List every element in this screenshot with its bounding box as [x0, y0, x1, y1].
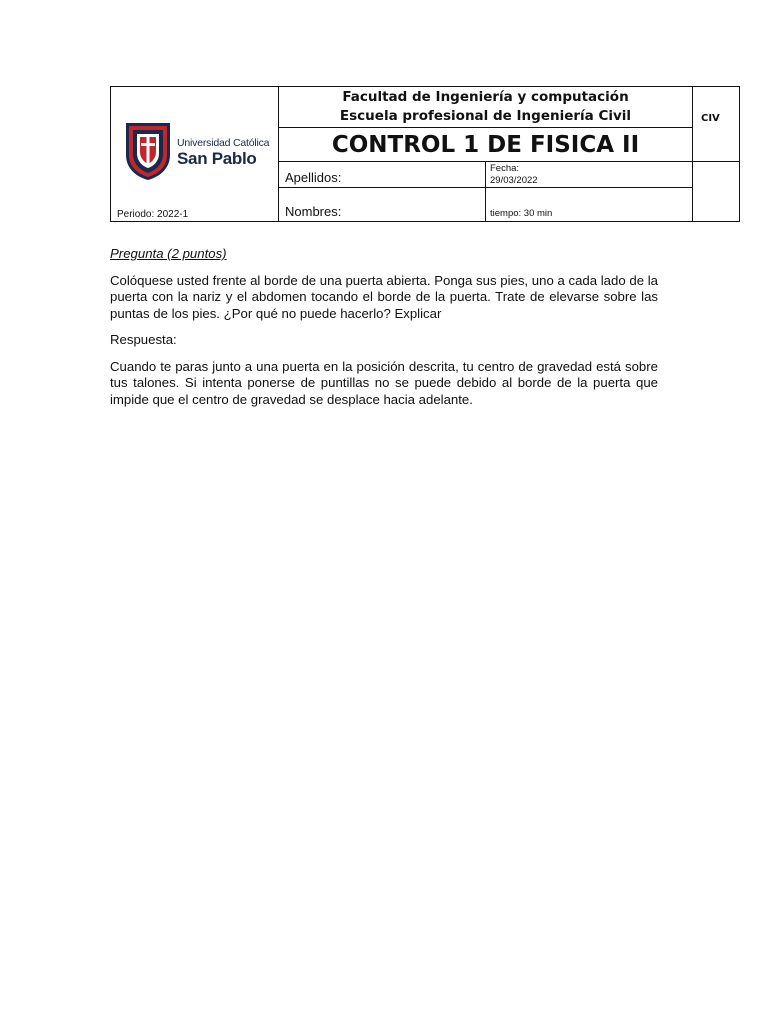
question-title: Pregunta (2 puntos)	[110, 246, 227, 261]
university-logo	[123, 121, 273, 183]
nombres-label: Nombres:	[285, 204, 342, 219]
answer-text: Cuando te paras junto a una puerta en la posición descrita, tu centro de gravedad está sobre tus talones. Si intenta ponerse de puntillas no se puede debido al borde de la puerta que impide que el centro de gravedad se desplace hacia adelante.	[110, 358, 658, 407]
faculty-name: Facultad de Ingeniería y computación	[342, 89, 629, 105]
school-name: Escuela profesional de Ingeniería Civil	[339, 108, 632, 124]
nombres-field[interactable]	[279, 188, 486, 222]
logo-university-small-text: Universidad Católica	[177, 137, 270, 149]
periodo-label: Periodo: 2022-1	[117, 209, 189, 220]
question-text: Colóquese usted frente al borde de una puerta abierta. Ponga sus pies, uno a cada lado de la puerta con la nariz y el abdomen tocando el borde de la puerta. Trate de elevarse sobre las puntas de los pies. ¿Por qué no puede hacerlo? Explicar	[110, 272, 658, 321]
fecha-value: 29/03/2022	[490, 175, 538, 186]
answer-label: Respuesta:	[110, 332, 177, 347]
logo-university-name: San Pablo	[177, 149, 257, 168]
fecha-cell	[486, 162, 693, 188]
grade-cell	[693, 162, 740, 222]
exam-title: CONTROL 1 DE FISICA II	[279, 128, 693, 162]
apellidos-label: Apellidos:	[285, 170, 342, 185]
university-shield-icon	[123, 121, 173, 181]
course-code-cell	[693, 87, 740, 162]
logo-cell	[111, 87, 279, 222]
fecha-label: Fecha:	[490, 163, 520, 174]
apellidos-field[interactable]	[279, 162, 486, 188]
exam-header-table	[110, 86, 740, 222]
tiempo-cell	[486, 188, 693, 222]
tiempo-label: tiempo: 30 min	[490, 208, 553, 219]
faculty-cell	[279, 87, 693, 128]
exam-content	[110, 246, 658, 418]
course-code: CIV	[701, 113, 720, 124]
